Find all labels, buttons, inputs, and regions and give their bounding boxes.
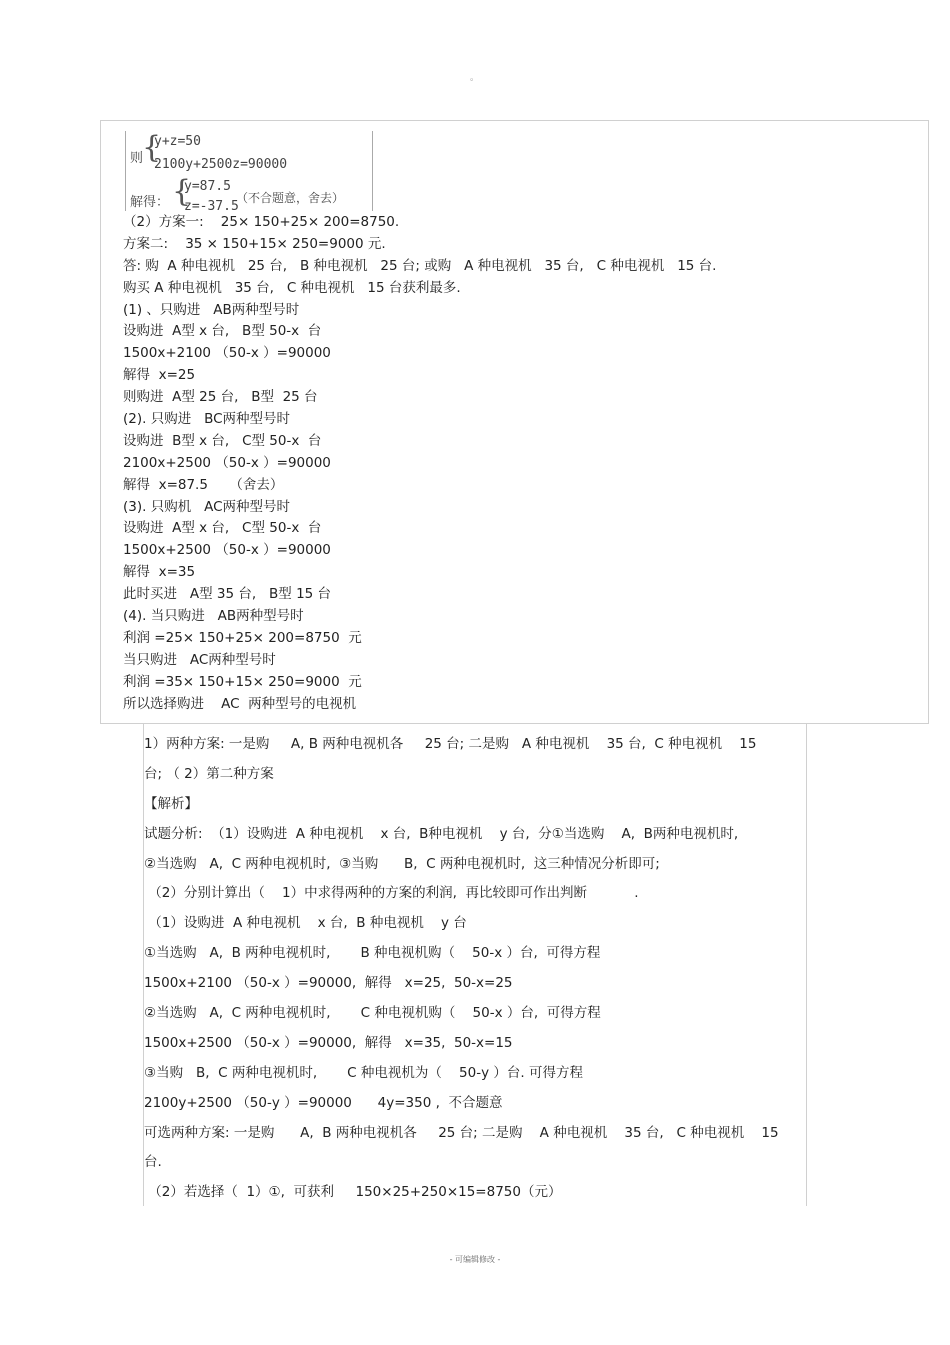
text-line: （2）分别计算出（ 1）中求得两种的方案的利润, 再比较即可作出判断 . xyxy=(144,885,639,902)
text-line: 【解析】 xyxy=(144,795,198,812)
brace-icon: { xyxy=(172,174,192,209)
text-line: 解得 x=35 xyxy=(123,564,196,581)
text-line: ③当购 B, C 两种电视机时, C 种电视机为（ 50-y ）台. 可得方程 xyxy=(144,1064,583,1081)
text-line: ②当选购 A, C 两种电视机时, C 种电视机购（ 50-x ）台, 可得方程 xyxy=(144,1005,601,1022)
text-line: 1500x+2100 （50-x ）=90000, 解得 x=25, 50-x=25 xyxy=(144,975,513,992)
brace-icon: { xyxy=(142,130,162,165)
text-line: （2）若选择（ 1）①, 可获利 150×25+250×15=8750（元） xyxy=(144,1184,562,1201)
text-line: 设购进 A型 x 台, B型 50-x 台 xyxy=(123,323,322,340)
text-line: (3). 只购机 AC两种型号时 xyxy=(123,498,291,515)
text-line: 1）两种方案: 一是购 A, B 两种电视机各 25 台; 二是购 A 种电视机 35 台, C 种电视机 15 xyxy=(144,736,757,752)
text-line: 2100x+2500 （50-x ）=90000 xyxy=(123,454,331,471)
solution-box-1 xyxy=(100,120,929,724)
solution-lines-1 xyxy=(123,212,716,715)
text-line: 解得 x=87.5 （舍去） xyxy=(123,476,284,493)
text-line: 利润 =25× 150+25× 200=8750 元 xyxy=(123,629,362,646)
text-line: 当只购进 AC两种型号时 xyxy=(123,651,276,668)
text-line: (1) 、只购进 AB两种型号时 xyxy=(123,301,300,318)
solution-lines-2 xyxy=(144,730,808,1208)
text-line: 台. xyxy=(144,1154,162,1171)
solution-box-2 xyxy=(143,724,807,1206)
equation-line: z=-37.5 xyxy=(184,199,239,214)
text-line: 购买 A 种电视机 35 台, C 种电视机 15 台获利最多. xyxy=(123,279,461,296)
note-text: （不合题意，舍去） xyxy=(236,191,345,205)
text-line: 1500x+2100 （50-x ）=90000 xyxy=(123,345,331,362)
text-line: 所以选择购进 AC 两种型号的电视机 xyxy=(123,695,357,712)
text-line: 答: 购 A 种电视机 25 台, B 种电视机 25 台; 或购 A 种电视机 35 台, C 种电视机 15 台. xyxy=(123,257,717,274)
text-line: 1500x+2500 （50-x ）=90000, 解得 x=35, 50-x=15 xyxy=(144,1034,513,1051)
text-line: （1）设购进 A 种电视机 x 台, B 种电视机 y 台 xyxy=(144,915,467,932)
text-line: 此时买进 A型 35 台, B型 15 台 xyxy=(123,586,332,603)
text-line: (2). 只购进 BC两种型号时 xyxy=(123,411,291,428)
text-line: 试题分析: （1）设购进 A 种电视机 x 台, B种电视机 y 台, 分①当选购 A, B两种电视机时, xyxy=(144,825,739,842)
header-mark: 。 xyxy=(470,73,480,83)
text-line: 利润 =35× 150+15× 250=9000 元 xyxy=(123,673,362,690)
text-line: （2）方案一: 25× 150+25× 200=8750. xyxy=(123,214,400,230)
text-line: ②当选购 A, C 两种电视机时, ③当购 B, C 两种电视机时, 这三种情况分析即可; xyxy=(144,855,660,872)
equation-line: 2100y+2500z=90000 xyxy=(154,157,288,172)
page-footer: - 可编辑修改 - xyxy=(449,1255,501,1264)
text-line: 2100y+2500 （50-y ）=90000 4y=350 , 不合题意 xyxy=(144,1094,503,1111)
text-line: 则购进 A型 25 台, B型 25 台 xyxy=(123,389,318,406)
ze-label: 则 xyxy=(130,151,144,166)
equation-line: y=87.5 xyxy=(184,179,231,194)
text-line: ①当选购 A, B 两种电视机时, B 种电视机购（ 50-x ）台, 可得方程 xyxy=(144,945,601,962)
equation-image xyxy=(125,130,373,214)
text-line: 可选两种方案: 一是购 A, B 两种电视机各 25 台; 二是购 A 种电视机 35 台, C 种电视机 15 xyxy=(144,1124,779,1141)
jiede-label: 解得： xyxy=(130,195,170,210)
text-line: 设购进 B型 x 台, C型 50-x 台 xyxy=(123,432,322,449)
text-line: (4). 当只购进 AB两种型号时 xyxy=(123,608,304,625)
text-line: 方案二: 35 × 150+15× 250=9000 元. xyxy=(123,235,386,252)
text-line: 设购进 A型 x 台, C型 50-x 台 xyxy=(123,520,322,537)
text-line: 解得 x=25 xyxy=(123,367,196,384)
text-line: 1500x+2500 （50-x ）=90000 xyxy=(123,542,331,559)
text-line: 台; （ 2）第二种方案 xyxy=(144,765,274,782)
equation-line: y+z=50 xyxy=(154,134,201,149)
